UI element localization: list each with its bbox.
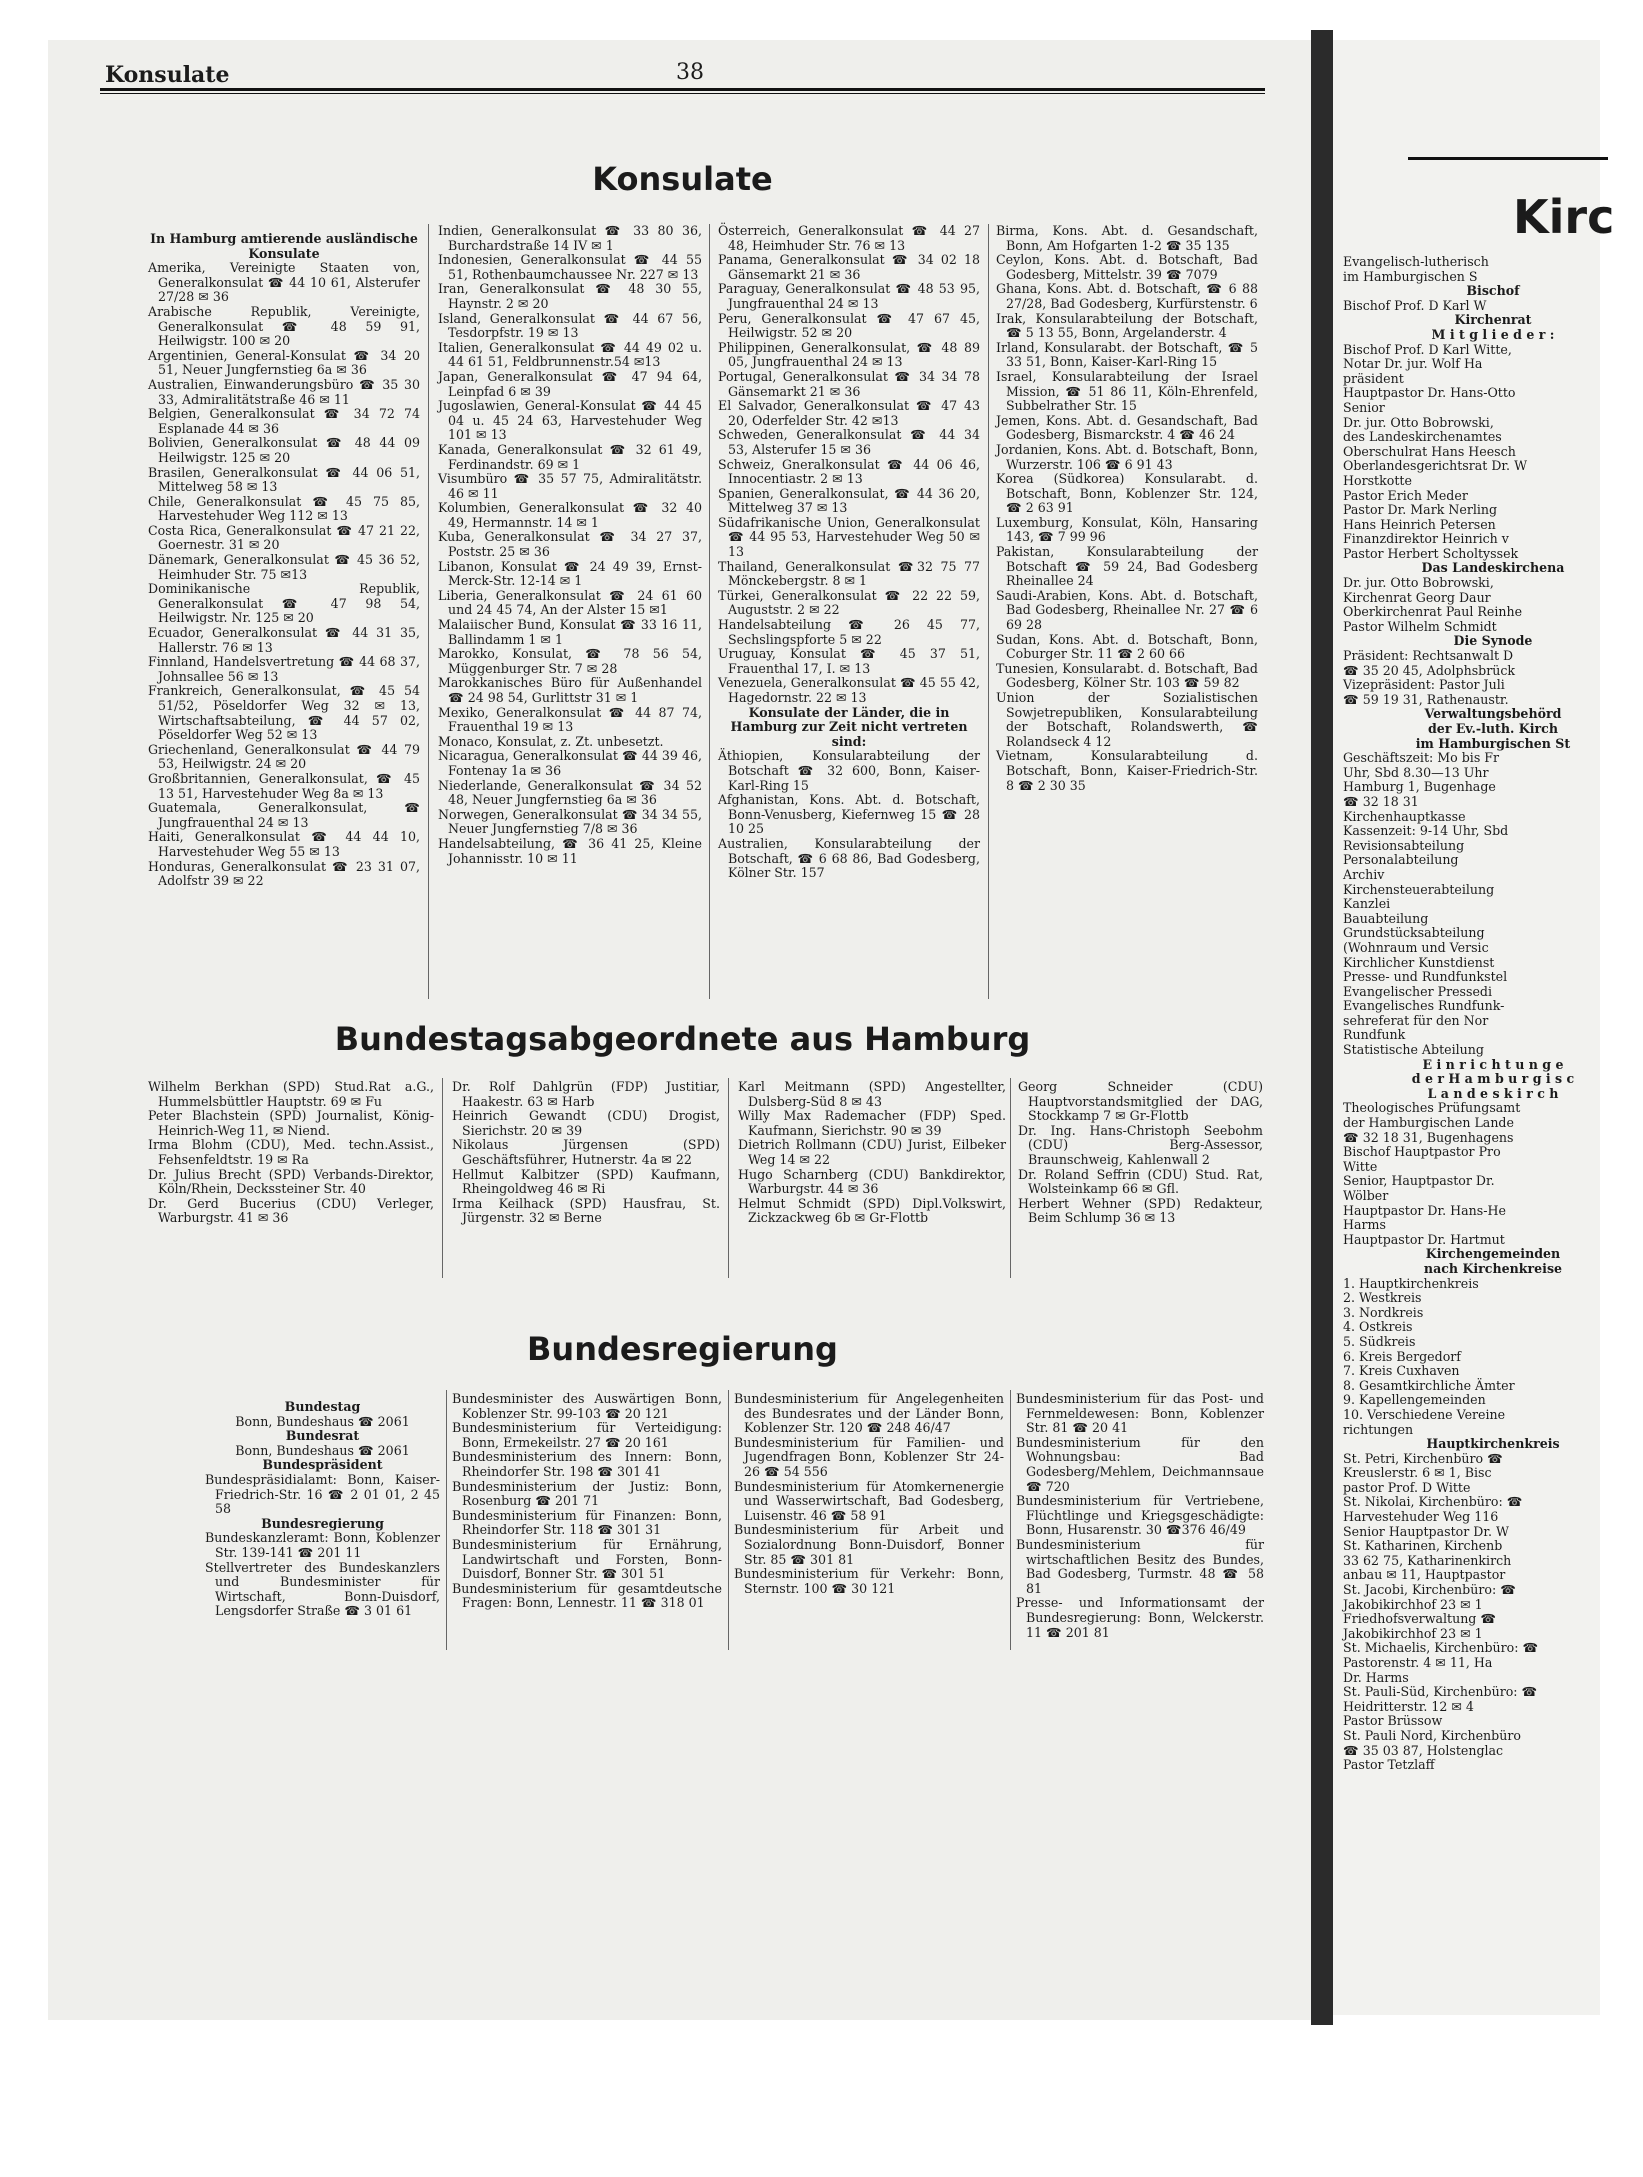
directory-entry: Monaco, Konsulat, z. Zt. unbesetzt. [438,733,664,749]
directory-entry: Island, Generalkonsulat ☎ 44 67 56, Tesdorpfstr. 19 ✉ 13 [438,310,702,341]
right-page-line: St. Katharinen, Kirchenb [1343,1538,1503,1554]
right-page-line: Pastor Wilhelm Schmidt [1343,618,1497,634]
konsulate-column-3 [718,224,980,881]
right-page-line: Witte [1343,1158,1378,1174]
right-page-line: 10. Verschiedene Vereine [1343,1406,1506,1422]
directory-entry: Bundesministerium für gesamtdeutsche Fragen: Bonn, Lennestr. 11 ☎ 318 01 [452,1580,722,1611]
entry-heading: Bundespräsident [262,1457,383,1473]
right-page-line: Oberschulrat Hans Heesch [1343,443,1516,459]
right-page-line: Hans Heinrich Petersen [1343,516,1496,532]
directory-entry: Kolumbien, Generalkonsulat ☎ 32 40 49, Hermannstr. 14 ✉ 1 [438,500,702,530]
right-page-line: Hamburg 1, Bugenhage [1343,779,1496,795]
right-page-line: sehreferat für den Nor [1343,1012,1489,1028]
right-page-line: Vizepräsident: Pastor Juli [1343,677,1505,693]
bundestag-column-1 [148,1080,434,1226]
right-page-line: Uhr, Sbd 8.30—13 Uhr [1343,764,1489,780]
konsulate-column-1 [148,232,420,889]
right-page-line: St. Nikolai, Kirchenbüro: ☎ [1343,1494,1523,1510]
right-page-line: Bischof Prof. D Karl W [1343,297,1487,313]
directory-entry: Guatemala, Generalkonsulat, ☎ Jungfrauenthal 24 ✉ 13 [148,800,420,830]
right-page-line: Archiv [1343,866,1385,882]
directory-entry: Peter Blachstein (SPD) Journalist, König-Heinrich-Weg 11, ✉ Niend. [148,1108,434,1138]
entry-heading: Bundestag [284,1399,361,1414]
right-page-line: ☎ 32 18 31, Bugenhagens [1343,1129,1514,1145]
directory-entry: Indien, Generalkonsulat ☎ 33 80 36, Burchardstraße 14 IV ✉ 1 [438,223,702,253]
bundesregierung-column-3 [734,1392,1004,1596]
directory-entry: Schweiz, Gneralkonsulat ☎ 44 06 46, Innocentiastr. 2 ✉ 13 [718,456,980,487]
right-page-line: Evangelisch-lutherisch [1343,254,1489,269]
directory-entry: Visumbüro ☎ 35 57 75, Admiralitätstr. 46 ✉ 11 [438,471,702,501]
right-page-line: Finanzdirektor Heinrich v [1343,531,1509,547]
right-page-line: Pastor Tetzlaff [1343,1757,1435,1773]
bundesregierung-column-1 [205,1400,440,1619]
directory-entry: Bundesministerium für Verkehr: Bonn, Sternstr. 100 ☎ 30 121 [734,1566,1004,1596]
right-page-line: Kirchenhauptkasse [1343,808,1466,824]
bundestag-column-4 [1018,1080,1263,1226]
right-page-line: Kirchenrat Georg Daur [1343,589,1491,605]
right-page-line: Presse- und Rundfunkstel [1343,969,1508,985]
right-page-line: 8. Gesamtkirchliche Ämter [1343,1377,1515,1393]
right-page-line: L a n d e s k i r c h [1427,1085,1559,1101]
right-page-line: des Landeskirchenamtes [1343,429,1502,445]
column-divider [728,1390,729,1650]
directory-entry: Luxemburg, Konsulat, Köln, Hansaring 143, ☎ 7 99 96 [996,514,1258,545]
directory-entry: Saudi-Arabien, Kons. Abt. d. Botschaft, Bad Godesberg, Rheinallee Nr. 27 ☎ 6 69 28 [996,587,1258,633]
directory-entry: Ghana, Kons. Abt. d. Botschaft, ☎ 6 88 27/28, Bad Godesberg, Kurfürstenstr. 6 [996,281,1258,311]
column-divider [442,1078,443,1278]
right-page-line: Statistische Abteilung [1343,1042,1484,1058]
entry-heading: Bundesregierung [261,1515,384,1531]
directory-entry: Libanon, Konsulat ☎ 24 49 39, Ernst-Merck-Str. 12-14 ✉ 1 [438,558,702,589]
directory-entry: Dr. Rolf Dahlgrün (FDP) Justitiar, Haakestr. 63 ✉ Harb [452,1079,720,1109]
right-page-line: pastor Prof. D Witte [1343,1479,1471,1495]
directory-entry: Spanien, Generalkonsulat, ☎ 44 36 20, Mittelweg 37 ✉ 13 [718,485,980,516]
right-page-line: St. Michaelis, Kirchenbüro: ☎ [1343,1640,1539,1656]
right-page-line: Dr. Harms [1343,1669,1409,1685]
directory-entry: Presse- und Informationsamt der Bundesregierung: Bonn, Welckerstr. 11 ☎ 201 81 [1016,1595,1264,1640]
right-page-line: Die Synode [1453,633,1533,649]
directory-entry: Bundeskanzleramt: Bonn, Koblenzer Str. 139-141 ☎ 201 11 [205,1530,440,1560]
directory-entry: Helmut Schmidt (SPD) Dipl.Volkswirt, Zickzackweg 6b ✉ Gr-Flottb [738,1195,1006,1226]
directory-entry: Handelsabteilung, ☎ 36 41 25, Kleine Johannisstr. 10 ✉ 11 [438,835,702,866]
directory-entry: Costa Rica, Generalkonsulat ☎ 47 21 22, Goernestr. 31 ✉ 20 [148,522,420,553]
right-page-line: Pastor Erich Meder [1343,487,1468,503]
right-page-line: 7. Kreis Cuxhaven [1343,1363,1460,1379]
right-page-line: 6. Kreis Bergedorf [1343,1348,1461,1364]
right-page-line: 2. Westkreis [1343,1290,1422,1306]
header-rule-thin [100,93,1265,94]
right-page-line: Friedhofsverwaltung ☎ [1343,1611,1497,1627]
entry-heading: Konsulate der Länder, die in Hamburg zur Zeit nicht vertreten sind: [730,704,968,749]
directory-entry: Bundesministerium für Familien- und Jugendfragen Bonn, Koblenzer Str 24-26 ☎ 54 556 [734,1434,1004,1479]
bundestag-column-3 [738,1080,1006,1226]
column-divider [428,224,429,999]
directory-entry: Dominikanische Republik, Generalkonsulat ☎ 47 98 54, Heilwigstr. Nr. 125 ✉ 20 [148,581,420,626]
directory-entry: Pakistan, Konsularabteilung der Botschaft ☎ 59 24, Bad Godesberg Rheinallee 24 [996,544,1258,589]
right-page-line: Personalabteilung [1343,852,1459,868]
right-page-line: Oberkirchenrat Paul Reinhe [1343,604,1523,620]
konsulate-column-2 [438,224,702,866]
directory-entry: Norwegen, Generalkonsulat ☎ 34 34 55, Neuer Jungfernstieg 7/8 ✉ 36 [438,806,702,837]
directory-entry: Uruguay, Konsulat ☎ 45 37 51, Frauenthal 17, I. ✉ 13 [718,646,980,676]
right-page-line: Bischof Hauptpastor Pro [1343,1144,1501,1160]
directory-entry: Nicaragua, Generalkonsulat ☎ 44 39 46, Fontenay 1a ✉ 36 [438,748,702,778]
directory-entry: Finnland, Handelsvertretung ☎ 44 68 37, Johnsallee 56 ✉ 13 [148,654,420,684]
bundesregierung-column-2 [452,1392,722,1611]
directory-entry: Bundesministerium für Angelegenheiten des Bundesrates und der Länder Bonn, Koblenzer Str. 120 ☎ 248 46/47 [734,1391,1004,1436]
directory-entry: Südafrikanische Union, Generalkonsulat ☎ 44 95 53, Harvestehuder Weg 50 ✉ 13 [718,514,980,560]
directory-entry: Niederlande, Generalkonsulat ☎ 34 52 48, Neuer Jungfernstieg 6a ✉ 36 [438,777,702,808]
directory-entry: Thailand, Generalkonsulat ☎32 75 77 Mönckebergstr. 8 ✉ 1 [718,558,980,589]
right-page-line: Bischof Prof. D Karl Witte, [1343,341,1512,357]
directory-entry: Ecuador, Generalkonsulat ☎ 44 31 35, Hallerstr. 76 ✉ 13 [148,625,420,655]
directory-entry: Irak, Konsularabteilung der Botschaft, ☎ 5 13 55, Bonn, Argelanderstr. 4 [996,310,1258,341]
right-page-line: Pastor Herbert Scholtyssek [1343,545,1519,561]
directory-entry: Honduras, Generalkonsulat ☎ 23 31 07, Adolfstr 39 ✉ 22 [148,858,420,889]
konsulate-column-4 [996,224,1258,793]
directory-entry: Bundesminister des Auswärtigen Bonn, Koblenzer Str. 99-103 ☎ 20 121 [452,1391,722,1421]
bundesregierung-column-4 [1016,1392,1264,1640]
entry-heading: Bundesrat [285,1428,360,1444]
directory-entry: Irland, Konsularabt. der Botschaft, ☎ 5 33 51, Bonn, Kaiser-Karl-Ring 15 [996,339,1258,370]
directory-entry: Bundesministerium für das Post- und Fernmeldewesen: Bonn, Koblenzer Str. 81 ☎ 20 41 [1016,1391,1264,1436]
directory-entry: Haiti, Generalkonsulat ☎ 44 44 10, Harvestehuder Weg 55 ✉ 13 [148,829,420,859]
directory-entry: Bundesministerium für wirtschaftlichen Besitz des Bundes, Bad Godesberg, Turmstr. 48 ☎ 58 81 [1016,1536,1264,1596]
right-page-line: Kassenzeit: 9-14 Uhr, Sbd [1343,823,1509,839]
directory-entry: Jugoslawien, General-Konsulat ☎ 44 45 04 u. 45 24 63, Harvestehuder Weg 101 ✉ 13 [438,398,702,443]
directory-entry: Israel, Konsularabteilung der Israel Mission, ☎ 51 86 11, Köln-Ehrenfeld, Subbelrather Str. 15 [996,368,1258,414]
right-page-line: Kirchensteuerabteilung [1343,881,1495,897]
directory-entry: Bundesministerium für Atomkernenergie und Wasserwirtschaft, Bad Godesberg, Luisenstr. 46 ☎ 58 91 [734,1478,1004,1523]
right-page-line: d e r H a m b u r g i s c [1411,1071,1575,1087]
directory-entry: Portugal, Generalkonsulat ☎ 34 34 78 Gänsemarkt 21 ✉ 36 [718,368,980,399]
running-head: Konsulate [105,62,230,88]
directory-entry: Bundesministerium für Finanzen: Bonn, Rheindorfer Str. 118 ☎ 301 31 [452,1507,722,1538]
right-page-line: ☎ 59 19 31, Rathenaustr. [1343,691,1509,707]
column-divider [728,1078,729,1278]
right-page-line: Hauptpastor Dr. Hartmut [1343,1231,1505,1247]
directory-entry: Wilhelm Berkhan (SPD) Stud.Rat a.G., Hummelsbüttler Hauptstr. 69 ✉ Fu [148,1079,434,1109]
bundestag-column-2 [452,1080,720,1226]
directory-entry: Dänemark, Generalkonsulat ☎ 45 36 52, Heimhuder Str. 75 ✉13 [148,552,420,582]
right-page-line: Dr. jur. Otto Bobrowski, [1343,575,1494,591]
right-page-line: Kreuslerstr. 6 ✉ 1, Bisc [1343,1465,1492,1481]
right-page-line: Bauabteilung [1343,910,1429,926]
directory-entry: Hellmut Kalbitzer (SPD) Kaufmann, Rheingoldweg 46 ✉ Ri [452,1166,720,1197]
right-page-rule [1408,157,1608,160]
right-page-line: im Hamburgischen S [1343,268,1478,284]
entry-heading: In Hamburg amtierende ausländische Konsulate [150,231,418,261]
right-page-line: Verwaltungsbehörd [1424,706,1562,722]
directory-entry: Liberia, Generalkonsulat ☎ 24 61 60 und 24 45 74, An der Alster 15 ✉1 [438,587,702,618]
directory-entry: Hugo Scharnberg (CDU) Bankdirektor, Warburgstr. 44 ✉ 36 [738,1166,1006,1197]
right-page-line: der Ev.-luth. Kirch [1428,721,1558,736]
directory-entry: Irma Blohm (CDU), Med. techn.Assist., Fehsenfeldtstr. 19 ✉ Ra [148,1137,434,1167]
right-page-line: präsident [1343,370,1404,386]
directory-entry: Australien, Konsularabteilung der Botschaft, ☎ 6 68 86, Bad Godesberg, Kölner Str. 157 [718,835,980,881]
right-page-line: Wölber [1343,1188,1389,1203]
entry-line: Bonn, Bundeshaus ☎ 2061 [235,1442,410,1458]
book-gutter [1311,30,1333,2025]
right-page-line: im Hamburgischen St [1415,735,1571,751]
right-page-column [1343,255,1643,1773]
right-page-line: Revisionsabteilung [1343,837,1465,853]
right-page-line: Senior, Hauptpastor Dr. [1343,1173,1495,1189]
directory-entry: Dietrich Rollmann (CDU) Jurist, Eilbeker Weg 14 ✉ 22 [738,1137,1006,1167]
column-divider [988,224,989,999]
directory-entry: Äthiopien, Konsularabteilung der Botschaft ☎ 32 600, Bonn, Kaiser-Karl-Ring 15 [718,748,980,793]
directory-entry: Bundesministerium für Ernährung, Landwirtschaft und Forsten, Bonn-Duisdorf, Bonner Str. ☎ 301 51 [452,1536,722,1582]
right-page-line: E i n r i c h t u n g e [1422,1056,1564,1072]
right-page-line: Oberlandesgerichtsrat Dr. W [1343,458,1528,474]
directory-entry: Chile, Generalkonsulat ☎ 45 75 85, Harvestehuder Weg 112 ✉ 13 [148,493,420,524]
header-rule [100,88,1265,91]
right-page-line: Hauptpastor Dr. Hans-Otto [1343,385,1516,401]
right-page-line: der Hamburgischen Lande [1343,1115,1514,1131]
right-page-line: 5. Südkreis [1343,1333,1416,1349]
column-divider [709,224,710,999]
right-page-line: Pastor Dr. Mark Nerling [1343,502,1498,518]
right-page-line: Evangelisches Rundfunk- [1343,998,1505,1014]
entry-line: Bonn, Bundeshaus ☎ 2061 [235,1413,410,1429]
directory-entry: Venezuela, Generalkonsulat ☎ 45 55 42, Hagedornstr. 22 ✉ 13 [718,675,980,705]
directory-entry: Bolivien, Generalkonsulat ☎ 48 44 09 Heilwigstr. 125 ✉ 20 [148,435,420,465]
page-number: 38 [676,60,704,85]
directory-entry: Malaiischer Bund, Konsulat ☎ 33 16 11, Ballindamm 1 ✉ 1 [438,617,702,647]
right-page-line: ☎ 35 20 45, Adolphsbrück [1343,662,1516,678]
column-divider [446,1390,447,1650]
directory-entry: Georg Schneider (CDU) Hauptvorstandsmitglied der DAG, Stockkamp 7 ✉ Gr-Flottb [1018,1079,1263,1124]
directory-entry: Dr. Ing. Hans-Christoph Seebohm (CDU) Berg-Assessor, Braunschweig, Kahlenwall 2 [1018,1122,1263,1167]
directory-entry: Bundesministerium für Arbeit und Sozialordnung Bonn-Duisdorf, Bonner Str. 85 ☎ 301 81 [734,1522,1004,1567]
right-page-line: 1. Hauptkirchenkreis [1343,1275,1479,1291]
right-page-line: Das Landeskirchena [1421,560,1565,576]
directory-entry: Panama, Generalkonsulat ☎ 34 02 18 Gänsemarkt 21 ✉ 36 [718,252,980,282]
directory-entry: Bundesministerium für den Wohnungsbau: Bad Godesberg/Mehlem, Deichmannsaue ☎ 720 [1016,1434,1264,1494]
directory-entry: Griechenland, Generalkonsulat ☎ 44 79 53, Heilwigstr. 24 ✉ 20 [148,741,420,772]
right-page-line: Harvestehuder Weg 116 [1343,1509,1499,1525]
directory-entry: Belgien, Generalkonsulat ☎ 34 72 74 Esplanade 44 ✉ 36 [148,406,420,436]
right-page-line: Jakobikirchhof 23 ✉ 1 [1343,1625,1483,1641]
directory-entry: Jemen, Kons. Abt. d. Gesandschaft, Bad Godesberg, Bismarckstr. 4 ☎ 46 24 [996,412,1258,443]
directory-entry: Irma Keilhack (SPD) Hausfrau, St. Jürgenstr. 32 ✉ Berne [452,1195,720,1226]
right-page-line: Bischof [1466,283,1520,299]
right-page-line: Hauptkirchenkreis [1426,1436,1560,1452]
right-page-line: St. Jacobi, Kirchenbüro: ☎ [1343,1582,1516,1598]
directory-entry: Jordanien, Kons. Abt. d. Botschaft, Bonn, Wurzerstr. 106 ☎ 6 91 43 [996,441,1258,472]
right-page-line: anbau ✉ 11, Hauptpastor [1343,1567,1506,1583]
right-page-line: 3. Nordkreis [1343,1304,1424,1320]
directory-entry: Nikolaus Jürgensen (SPD) Geschäftsführer, Hutnerstr. 4a ✉ 22 [452,1137,720,1167]
right-page-line: Jakobikirchhof 23 ✉ 1 [1343,1596,1483,1612]
directory-entry: Tunesien, Konsularabt. d. Botschaft, Bad Godesberg, Kölner Str. 103 ☎ 59 82 [996,660,1258,691]
directory-entry: Kuba, Generalkonsulat ☎ 34 27 37, Poststr. 25 ✉ 36 [438,529,702,560]
right-page-line: (Wohnraum und Versic [1343,939,1489,955]
directory-entry: Italien, Generalkonsulat ☎ 44 49 02 u. 44 61 51, Feldbrunnenstr.54 ✉13 [438,339,702,370]
right-page-line: Grundstücksabteilung [1343,925,1485,941]
right-page-title: Kirc [1513,190,1615,244]
section-title-konsulate: Konsulate [592,160,773,198]
directory-entry: Amerika, Vereinigte Staaten von, Generalkonsulat ☎ 44 10 61, Alsterufer 27/28 ✉ 36 [148,260,420,305]
right-page-line: Notar Dr. jur. Wolf Ha [1343,356,1483,372]
right-page-line: nach Kirchenkreise [1423,1260,1563,1276]
right-page-line: ☎ 32 18 31 [1343,793,1419,809]
right-page-line: Heidritterstr. 12 ✉ 4 [1343,1698,1474,1714]
column-divider [1010,1390,1011,1650]
directory-entry: Bundespräsidialamt: Bonn, Kaiser-Friedrich-Str. 16 ☎ 2 01 01, 2 45 58 [205,1471,440,1517]
right-page-line: Senior [1343,399,1385,415]
directory-entry: Marokkanisches Büro für Außenhandel ☎ 24 98 54, Gurlittstr 31 ✉ 1 [438,675,702,705]
right-page-line: Kirchengemeinden [1425,1246,1561,1262]
directory-entry: Türkei, Generalkonsulat ☎ 22 22 59, Auguststr. 2 ✉ 22 [718,587,980,618]
directory-entry: Union der Sozialistischen Sowjetrepubliken, Konsularabteilung der Botschaft, Rolandswerth, ☎ Rolandseck 4 12 [996,690,1258,749]
directory-entry: Australien, Einwanderungsbüro ☎ 35 30 33, Admiralitätstraße 46 ✉ 11 [148,376,420,407]
right-page-line: Pastor Brüssow [1343,1713,1443,1729]
right-page-line: Pastorenstr. 4 ✉ 11, Ha [1343,1655,1493,1670]
right-page-line: richtungen [1343,1421,1414,1437]
directory-entry: Afghanistan, Kons. Abt. d. Botschaft, Bonn-Venusberg, Kiefernweg 15 ☎ 28 10 25 [718,792,980,837]
directory-entry: Bundesministerium der Justiz: Bonn, Rosenburg ☎ 201 71 [452,1478,722,1509]
directory-entry: Vietnam, Konsularabteilung d. Botschaft, Bonn, Kaiser-Friedrich-Str. 8 ☎ 2 30 35 [996,748,1258,793]
directory-entry: Korea (Südkorea) Konsularabt. d. Botschaft, Bonn, Koblenzer Str. 124, ☎ 2 63 91 [996,471,1258,516]
directory-entry: Paraguay, Generalkonsulat ☎ 48 53 95, Jungfrauenthal 24 ✉ 13 [718,281,980,311]
right-page-line: Theologisches Prüfungsamt [1343,1100,1521,1116]
right-page-line: Horstkotte [1343,472,1412,488]
right-page-line: St. Pauli Nord, Kirchenbüro [1343,1727,1521,1743]
column-divider [1010,1078,1011,1278]
directory-entry: Argentinien, General-Konsulat ☎ 34 20 51, Neuer Jungfernstieg 6a ✉ 36 [148,347,420,378]
directory-entry: Japan, Generalkonsulat ☎ 47 94 64, Leinpfad 6 ✉ 39 [438,368,702,399]
directory-entry: Dr. Roland Seffrin (CDU) Stud. Rat, Wolsteinkamp 66 ✉ Gfl. [1018,1166,1263,1197]
right-page-line: Kirchlicher Kunstdienst [1343,954,1495,970]
right-page-line: St. Petri, Kirchenbüro ☎ [1343,1450,1503,1466]
right-page-line: 9. Kapellengemeinden [1343,1392,1486,1408]
directory-entry: Peru, Generalkonsulat ☎ 47 67 45, Heilwigstr. 52 ✉ 20 [718,310,980,341]
right-page-line: Rundfunk [1343,1027,1406,1043]
directory-entry: Österreich, Generalkonsulat ☎ 44 27 48, Heimhuder Str. 76 ✉ 13 [718,223,980,253]
directory-entry: Indonesien, Generalkonsulat ☎ 44 55 51, Rothenbaumchaussee Nr. 227 ✉ 13 [438,252,702,282]
directory-entry: Schweden, Generalkonsulat ☎ 44 34 53, Alsterufer 15 ✉ 36 [718,427,980,457]
directory-entry: Mexiko, Generalkonsulat ☎ 44 87 74, Frauenthal 19 ✉ 13 [438,704,702,735]
section-title-bundestag: Bundestagsabgeordnete aus Hamburg [334,1020,1031,1058]
directory-entry: Frankreich, Generalkonsulat, ☎ 45 54 51/52, Pöseldorfer Weg 32 ✉ 13, Wirtschaftsabteilung, ☎ 44 57 02, Pöseldorfer Weg 52 ✉ 13 [148,683,420,743]
directory-entry: Bundesministerium des Innern: Bonn, Rheindorfer Str. 198 ☎ 301 41 [452,1449,722,1479]
directory-entry: Birma, Kons. Abt. d. Gesandschaft, Bonn, Am Hofgarten 1-2 ☎ 35 135 [996,223,1258,253]
directory-entry: Handelsabteilung ☎ 26 45 77, Sechslingspforte 5 ✉ 22 [718,617,980,647]
directory-entry: Großbritannien, Generalkonsulat, ☎ 45 13 51, Harvestehuder Weg 8a ✉ 13 [148,770,420,801]
right-page-line: ☎ 35 03 87, Holstenglac [1343,1742,1504,1758]
directory-entry: Sudan, Kons. Abt. d. Botschaft, Bonn, Coburger Str. 11 ☎ 2 60 66 [996,631,1258,662]
directory-entry: Stellvertreter des Bundeskanzlers und Bundesminister für Wirtschaft, Bonn-Duisdorf, Lengsdorfer Straße ☎ 3 01 61 [205,1559,440,1619]
directory-entry: Marokko, Konsulat, ☎ 78 56 54, Müggenburger Str. 7 ✉ 28 [438,646,702,676]
directory-entry: Philippinen, Generalkonsulat, ☎ 48 89 05, Jungfrauenthal 24 ✉ 13 [718,339,980,370]
right-page-line: Senior Hauptpastor Dr. W [1343,1523,1509,1539]
directory-entry: Heinrich Gewandt (CDU) Drogist, Sierichstr. 20 ✉ 39 [452,1108,720,1138]
directory-entry: Iran, Generalkonsulat ☎ 48 30 55, Haynstr. 2 ✉ 20 [438,281,702,311]
right-page-line: Evangelischer Pressedi [1343,983,1493,999]
right-page-line: Dr. jur. Otto Bobrowski, [1343,414,1494,430]
directory-entry: Ceylon, Kons. Abt. d. Botschaft, Bad Godesberg, Mittelstr. 39 ☎ 7079 [996,252,1258,282]
directory-entry: Kanada, Generalkonsulat ☎ 32 61 49, Ferdinandstr. 69 ✉ 1 [438,441,702,472]
right-page-line: Hauptpastor Dr. Hans-He [1343,1202,1506,1218]
directory-entry: Bundesministerium für Verteidigung: Bonn, Ermekeilstr. 27 ☎ 20 161 [452,1420,722,1450]
right-page-line: Harms [1343,1217,1386,1233]
right-page-line: 4. Ostkreis [1343,1319,1413,1335]
right-page-line: Präsident: Rechtsanwalt D [1343,648,1514,664]
directory-entry: Willy Max Rademacher (FDP) Sped. Kaufmann, Sierichstr. 90 ✉ 39 [738,1108,1006,1138]
directory-entry: Arabische Republik, Vereinigte, Generalkonsulat ☎ 48 59 91, Heilwigstr. 100 ✉ 20 [148,303,420,349]
directory-entry: Dr. Gerd Bucerius (CDU) Verleger, Warburgstr. 41 ✉ 36 [148,1195,434,1226]
directory-entry: Herbert Wehner (SPD) Redakteur, Beim Schlump 36 ✉ 13 [1018,1195,1263,1226]
right-page-line: 33 62 75, Katharinenkirch [1343,1552,1512,1568]
right-page-line: M i t g l i e d e r : [1431,326,1555,342]
right-page [1333,40,1615,2015]
directory-entry: El Salvador, Generalkonsulat ☎ 47 43 20, Oderfelder Str. 42 ✉13 [718,398,980,428]
right-page-line: St. Pauli-Süd, Kirchenbüro: ☎ [1343,1684,1538,1700]
right-page-line: Geschäftszeit: Mo bis Fr [1343,750,1500,766]
directory-entry: Brasilen, Generalkonsulat ☎ 44 06 51, Mittelweg 58 ✉ 13 [148,464,420,495]
right-page-line: Kirchenrat [1454,312,1532,328]
directory-entry: Bundesministerium für Vertriebene, Flüchtlinge und Kriegsgeschädigte: Bonn, Husarenstr. 30 ☎376 46/49 [1016,1493,1264,1538]
section-title-bundesregierung: Bundesregierung [527,1330,838,1368]
right-page-line: Kanzlei [1343,896,1391,912]
directory-entry: Dr. Julius Brecht (SPD) Verbands-Direktor, Köln/Rhein, Deckssteiner Str. 40 [148,1166,434,1197]
directory-entry: Karl Meitmann (SPD) Angestellter, Dulsberg-Süd 8 ✉ 43 [738,1079,1006,1109]
